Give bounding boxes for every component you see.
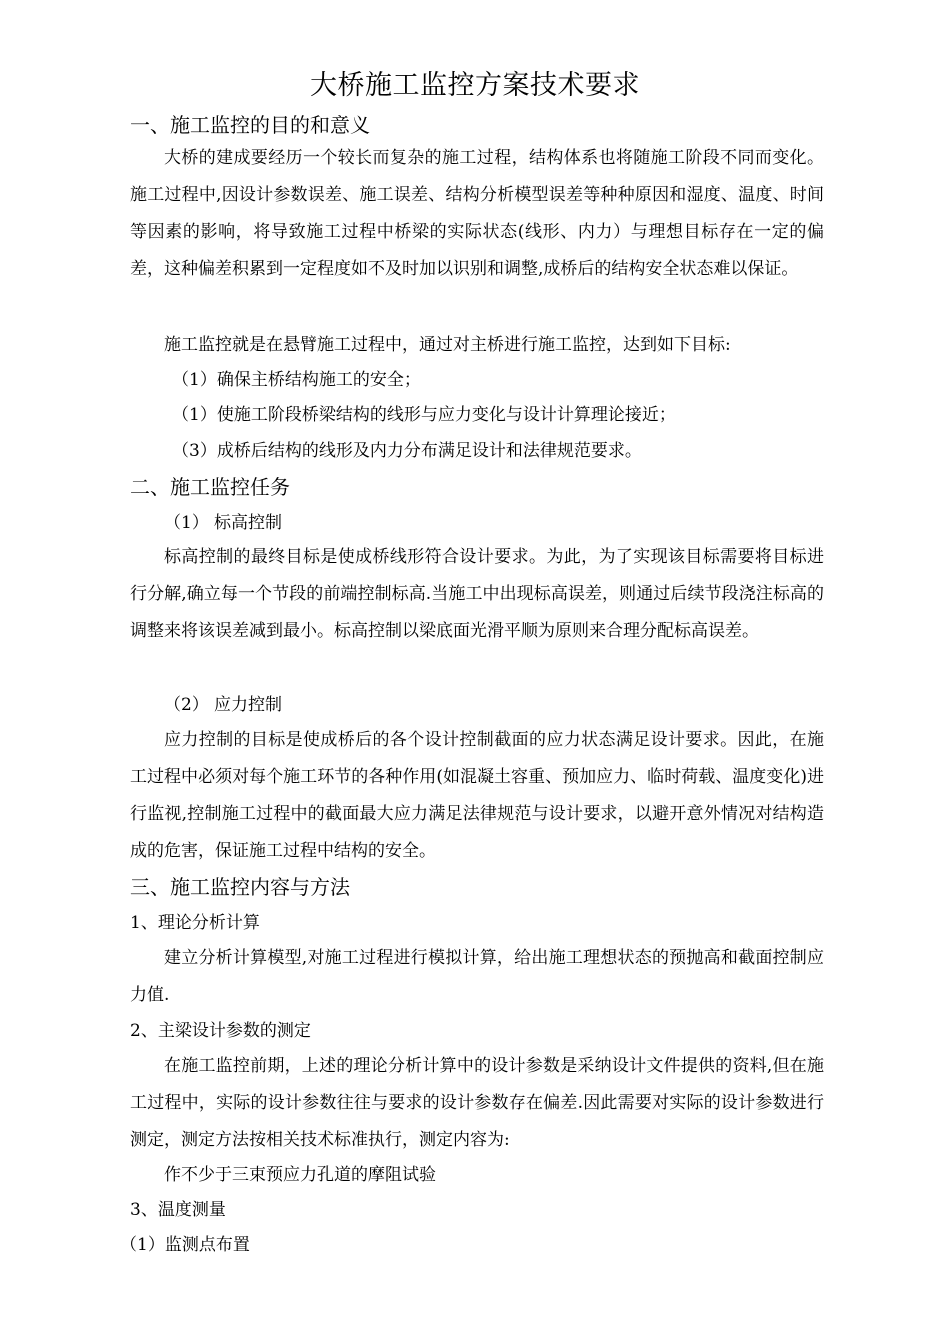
parameter-test-item: 作不少于三束预应力孔道的摩阻试验 xyxy=(164,1165,436,1185)
section-heading-purpose: 一、施工监控的目的和意义 xyxy=(130,113,370,137)
subsection-title-parameters: 2、主梁设计参数的测定 xyxy=(130,1021,311,1041)
task-item-label: 应力控制 xyxy=(214,695,282,715)
paragraph-goals-intro: 施工监控就是在悬臂施工过程中，通过对主桥进行施工监控，达到如下目标: xyxy=(164,335,731,355)
paragraph-analysis: 建立分析计算模型,对施工过程进行模拟计算，给出施工理想状态的预抛高和截面控制应力值. xyxy=(130,948,824,1005)
paragraph-parameters: 在施工监控前期，上述的理论分析计算中的设计参数是采纳设计文件提供的资料,但在施工过程中，实际的设计参数往往与要求的设计参数存在偏差.因此需要对实际的设计参数进行测定，测定方法按相关技术标准执行，测定内容为: xyxy=(130,1056,824,1150)
subsection-title-temperature: 3、温度测量 xyxy=(130,1200,226,1220)
paragraph-purpose: 大桥的建成要经历一个较长而复杂的施工过程，结构体系也将随施工阶段不同而变化。施工过程中,因设计参数误差、施工误差、结构分析模型误差等种种原因和湿度、温度、时间等因素的影响，将导致施工过程中桥梁的实际状态(线形、内力）与理想目标存在一定的偏差，这种偏差积累到一定程度如不及时加以识别和调整,成桥后的结构安全状态难以保证。 xyxy=(130,148,824,279)
document-title: 大桥施工监控方案技术要求 xyxy=(310,70,640,101)
task-item-label: 标高控制 xyxy=(214,513,282,533)
section-heading-tasks: 二、施工监控任务 xyxy=(130,475,290,499)
section-heading-methods: 三、施工监控内容与方法 xyxy=(130,875,350,899)
paragraph-elevation-control: 标高控制的最终目标是使成桥线形符合设计要求。为此，为了实现该目标需要将目标进行分解,确立每一个节段的前端控制标高.当施工中出现标高误差，则通过后续节段浇注标高的调整来将该误差减到最小。标高控制以梁底面光滑平顺为原则来合理分配标高误差。 xyxy=(130,547,824,641)
paragraph-stress-control: 应力控制的目标是使成桥后的各个设计控制截面的应力状态满足设计要求。因此，在施工过程中必须对每个施工环节的各种作用(如混凝土容重、预加应力、临时荷载、温度变化)进行监视,控制施工过程中的截面最大应力满足法律规范与设计要求，以避开意外情况对结构造成的危害，保证施工过程中结构的安全。 xyxy=(130,730,824,861)
temperature-item: （1）监测点布置 xyxy=(120,1235,250,1255)
task-item-elevation xyxy=(164,508,282,538)
goal-item: （1）使施工阶段桥梁结构的线形与应力变化与设计计算理论接近； xyxy=(172,405,676,425)
goal-item: （3）成桥后结构的线形及内力分布满足设计和法律规范要求。 xyxy=(172,441,642,461)
task-item-stress xyxy=(164,690,282,720)
goal-item: （1）确保主桥结构施工的安全； xyxy=(172,370,421,390)
task-item-number: （2） xyxy=(164,695,209,715)
task-item-number: （1） xyxy=(164,513,209,533)
subsection-title-analysis: 1、理论分析计算 xyxy=(130,913,260,933)
